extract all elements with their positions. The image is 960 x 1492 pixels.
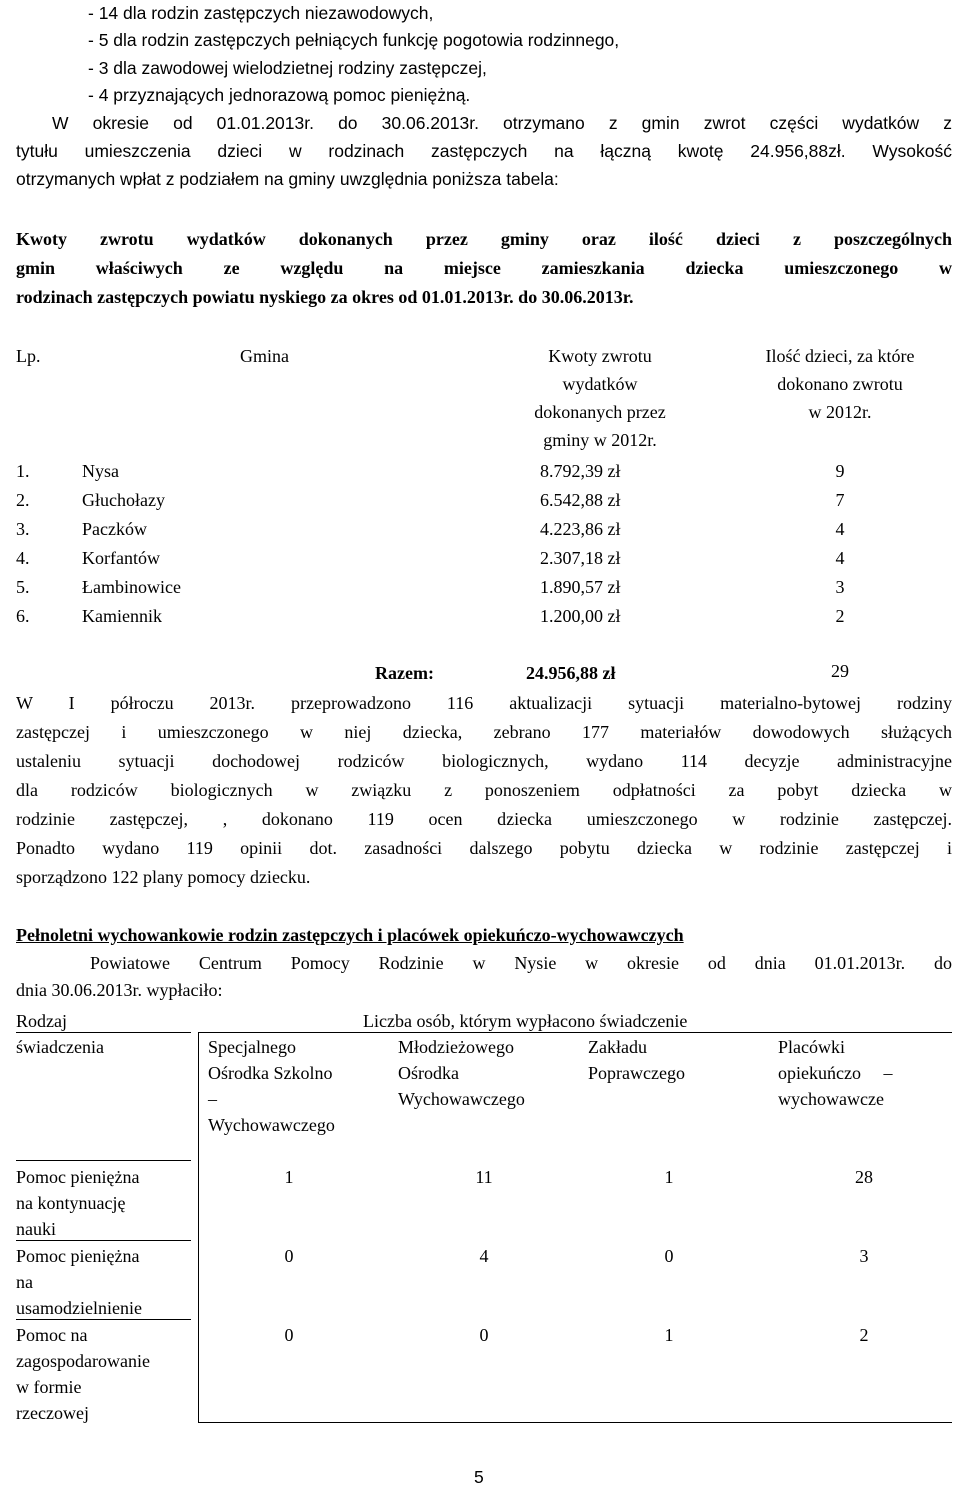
section-heading: Pełnoletni wychowankowie rodzin zastępczych i placówek opiekuńczo-wychowawczych — [16, 925, 684, 945]
total-kwota: 24.956,88 zł — [526, 663, 616, 683]
table2-border — [198, 1032, 952, 1033]
table2-header-left: Rodzaj — [16, 1011, 67, 1031]
row-value: 1 — [664, 1325, 674, 1345]
row-value: 0 — [664, 1246, 674, 1266]
row-label: w formie — [16, 1377, 82, 1397]
table2-border — [16, 1160, 191, 1161]
row-kwota: 1.200,00 zł — [540, 606, 621, 626]
table1-header-ilosc: dokonano zwrotu — [777, 374, 903, 394]
row-lp: 1. — [16, 461, 30, 481]
table1-header-kwoty: Kwoty zwrotu — [548, 346, 652, 366]
paragraph-line: ustaleniu sytuacji dochodowej rodziców biologicznych, wydano 114 decyzje administracyjne — [16, 751, 952, 771]
table1-title-line: gmin właściwych ze względu na miejsce zamieszkania dziecka umieszczonego w — [16, 258, 952, 278]
row-value: 1 — [284, 1167, 294, 1187]
table2-col-header: Wychowawczego — [398, 1089, 525, 1109]
row-kwota: 1.890,57 zł — [540, 577, 621, 597]
row-value: 4 — [479, 1246, 489, 1266]
table2-col-header: Poprawczego — [588, 1063, 685, 1083]
table2-col-header: – — [208, 1089, 217, 1109]
row-label: rzeczowej — [16, 1403, 89, 1423]
table2-border — [16, 1032, 191, 1033]
paragraph-line: Ponadto wydano 119 opinii dot. zasadności dalszego pobytu dziecka w rodzinie zastępczej i — [16, 838, 952, 858]
row-gmina: Głuchołazy — [82, 490, 165, 510]
table1-header-kwoty: gminy w 2012r. — [543, 430, 657, 450]
table2-border — [16, 1319, 191, 1320]
row-value: 0 — [479, 1325, 489, 1345]
row-label: Pomoc na — [16, 1325, 88, 1345]
row-label: Pomoc pieniężna — [16, 1246, 140, 1266]
row-ilosc: 3 — [835, 577, 845, 597]
row-label: zagospodarowanie — [16, 1351, 150, 1371]
paragraph-line: tytułu umieszczenia dzieci w rodzinach zastępczych na łączną kwotę 24.956,88zł. Wysokość — [16, 141, 952, 161]
table2-col-header: Ośrodka — [398, 1063, 459, 1083]
row-label: na — [16, 1272, 33, 1292]
row-kwota: 6.542,88 zł — [540, 490, 621, 510]
paragraph-line: dla rodziców biologicznych w związku z ponoszeniem odpłatności za pobyt dziecka w — [16, 780, 952, 800]
table1-header-ilosc: w 2012r. — [808, 402, 872, 422]
table2-col-header: Zakładu — [588, 1037, 647, 1057]
table2-header-left: świadczenia — [16, 1037, 104, 1057]
row-gmina: Korfantów — [82, 548, 160, 568]
page-number: 5 — [474, 1467, 484, 1487]
row-ilosc: 4 — [835, 519, 845, 539]
row-kwota: 8.792,39 zł — [540, 461, 621, 481]
table1-header-ilosc: Ilość dzieci, za które — [765, 346, 915, 366]
row-lp: 2. — [16, 490, 30, 510]
table1-header-lp: Lp. — [16, 346, 41, 366]
table2-border — [198, 1032, 199, 1422]
table1-title-line: Kwoty zwrotu wydatków dokonanych przez gminy oraz ilość dzieci z poszczególnych — [16, 229, 952, 249]
paragraph-line: Powiatowe Centrum Pomocy Rodzinie w Nysie w okresie od dnia 01.01.2013r. do — [90, 953, 952, 973]
row-lp: 3. — [16, 519, 30, 539]
row-ilosc: 4 — [835, 548, 845, 568]
intro-line: - 5 dla rodzin zastępczych pełniących funkcję pogotowia rodzinnego, — [88, 30, 620, 50]
row-ilosc: 7 — [835, 490, 845, 510]
row-gmina: Paczków — [82, 519, 147, 539]
table2-col-header: Wychowawczego — [208, 1115, 335, 1135]
row-ilosc: 2 — [835, 606, 845, 626]
row-lp: 4. — [16, 548, 30, 568]
table1-header-kwoty: dokonanych przez — [534, 402, 666, 422]
table1-header-kwoty: wydatków — [562, 374, 638, 394]
table2-col-header: Placówki — [778, 1037, 845, 1057]
row-gmina: Nysa — [82, 461, 119, 481]
paragraph-line: zastępczej i umieszczonego w niej dziecka, zebrano 177 materiałów dowodowych służących — [16, 722, 952, 742]
row-value: 11 — [475, 1167, 493, 1187]
paragraph-line: W I półroczu 2013r. przeprowadzono 116 aktualizacji sytuacji materialno-bytowej rodziny — [16, 693, 952, 713]
row-value: 28 — [855, 1167, 873, 1187]
row-label: na kontynuację — [16, 1193, 126, 1213]
row-value: 0 — [284, 1325, 294, 1345]
intro-line: - 14 dla rodzin zastępczych niezawodowych, — [88, 3, 434, 23]
row-ilosc: 9 — [835, 461, 845, 481]
table1-header-gmina: Gmina — [240, 346, 289, 366]
total-label: Razem: — [375, 663, 434, 683]
table2-col-header: Młodzieżowego — [398, 1037, 514, 1057]
paragraph-line: sporządzono 122 plany pomocy dziecku. — [16, 867, 311, 887]
row-lp: 6. — [16, 606, 30, 626]
row-gmina: Kamiennik — [82, 606, 162, 626]
table2-border — [198, 1422, 952, 1423]
intro-line: - 4 przyznających jednorazową pomoc pieniężną. — [88, 85, 471, 105]
row-value: 1 — [664, 1167, 674, 1187]
row-kwota: 2.307,18 zł — [540, 548, 621, 568]
table2-header-span: Liczba osób, którym wypłacono świadczenie — [363, 1011, 688, 1031]
row-kwota: 4.223,86 zł — [540, 519, 621, 539]
row-label: Pomoc pieniężna — [16, 1167, 140, 1187]
intro-line: - 3 dla zawodowej wielodzietnej rodziny zastępczej, — [88, 58, 487, 78]
row-label: usamodzielnienie — [16, 1298, 142, 1318]
table2-col-header: Specjalnego — [208, 1037, 296, 1057]
row-gmina: Łambinowice — [82, 577, 181, 597]
paragraph-line: W okresie od 01.01.2013r. do 30.06.2013r. otrzymano z gmin zwrot części wydatków z — [52, 113, 952, 133]
paragraph-line: rodzinie zastępczej, , dokonano 119 ocen dziecka umieszczonego w rodzinie zastępczej. — [16, 809, 952, 829]
paragraph-line: otrzymanych wpłat z podziałem na gminy uwzględnia poniższa tabela: — [16, 169, 559, 189]
row-value: 2 — [859, 1325, 869, 1345]
row-lp: 5. — [16, 577, 30, 597]
table2-col-header: Ośrodka Szkolno — [208, 1063, 333, 1083]
total-ilosc: 29 — [831, 661, 849, 681]
table1-title-line: rodzinach zastępczych powiatu nyskiego za okres od 01.01.2013r. do 30.06.2013r. — [16, 287, 634, 307]
row-value: 3 — [859, 1246, 869, 1266]
paragraph-line: dnia 30.06.2013r. wypłaciło: — [16, 980, 223, 1000]
table2-border — [16, 1240, 191, 1241]
table2-col-header: opiekuńczo – — [778, 1063, 893, 1083]
row-label: nauki — [16, 1219, 56, 1239]
row-value: 0 — [284, 1246, 294, 1266]
table2-col-header: wychowawcze — [778, 1089, 884, 1109]
